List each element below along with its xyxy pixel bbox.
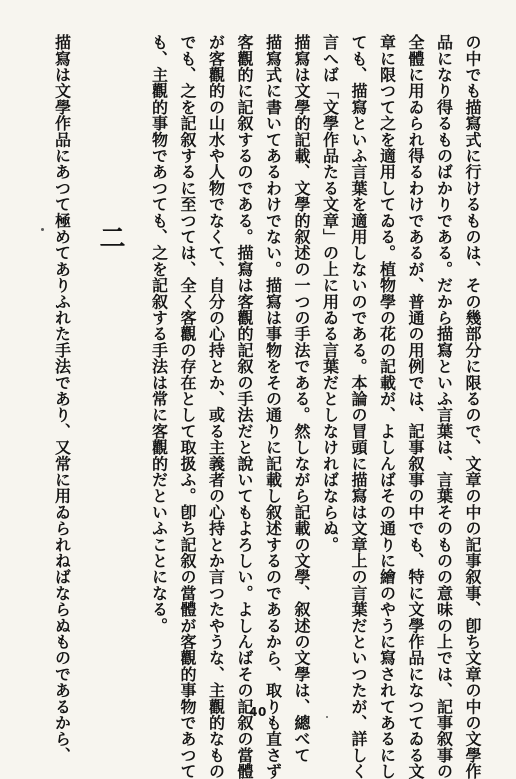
text-line: ても、描寫といふ言葉を適用しないのである。本論の冒頭に描寫は文章上の言葉だといつたが、詳しく xyxy=(349,34,368,779)
text-line: の中でも描寫式に行けるものは、その幾部分に限るので、文章の中の記事叙事、卽ち文章の中の文學作 xyxy=(463,34,482,779)
page-number: 40 xyxy=(249,705,267,719)
text-line: 言へば「文學作品たる文章」の上に用ゐる言葉だとしなければならぬ。 xyxy=(320,34,340,553)
text-line: 客觀的に記叙するのである。描寫は客觀的記叙の手法だと說いてもよろしい。よしんばその記叙の當體 xyxy=(235,34,254,779)
text-line: でも、之を記叙するに至つては、全く客觀の存在として取扱ふ。卽ち記叙の當體が客觀的事物であつて xyxy=(178,34,197,779)
text-line: 描寫式に書いてあるわけでない。描寫は事物をその通りに記載し叙述するのであるから、取りも直さず xyxy=(263,34,283,779)
text-line: が客觀的の山水や人物でなくて、自分の心持とか、或る主義者の心持とか言つたやうな、主觀的なもの xyxy=(206,34,226,779)
text-line: 品になり得るものばかりである。だから描寫といふ言葉は、言葉そのものの意味の上では、記事叙事の xyxy=(434,34,454,779)
text-line: 章に限つて之を適用してゐる。植物學の花の記載が、よしんばその通りに繪のやうに寫されてあるにし xyxy=(377,34,397,779)
text-line: 描寫は文學作品にあつて極めてありふれた手法であり、又常に用ゐられねばならぬものであるから、 xyxy=(52,34,72,763)
text-line: 全體に用ゐられ得るわけであるが、普通の用例では、記事叙事の中でも、特に文學作品になつてゐる文 xyxy=(406,34,425,779)
section-heading: 二 xyxy=(95,224,125,251)
text-line: 描寫は文學的記載、文學的叙述の一つの手法である。然しながら記載の文學、叙述の文學は、總べて xyxy=(292,34,311,763)
text-line: も、主觀的事物であつても、之を記叙する手法は常に客觀的だといふことになる。 xyxy=(149,34,169,634)
print-speck xyxy=(326,716,328,718)
print-speck xyxy=(41,228,44,231)
